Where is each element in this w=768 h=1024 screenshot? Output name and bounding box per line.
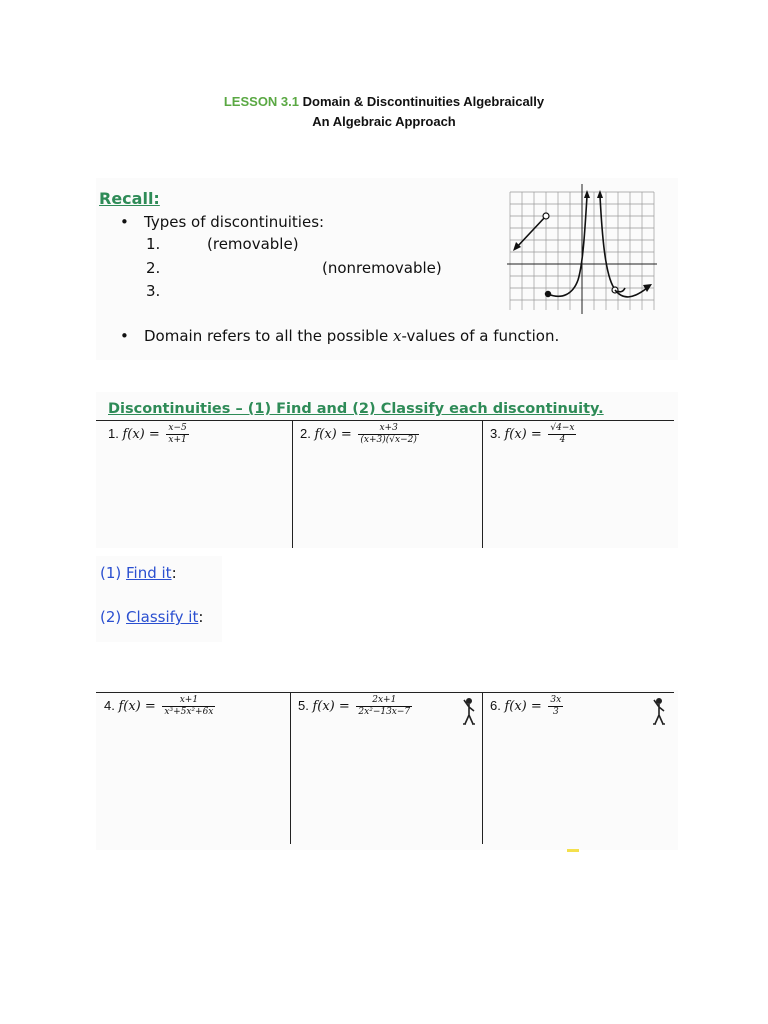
recall-item-2-text: (nonremovable): [322, 259, 442, 277]
lesson-title: [0, 94, 768, 109]
classify-it-link[interactable]: Classify it: [126, 608, 199, 626]
find-it-link[interactable]: Find it: [126, 564, 172, 582]
lesson-subtitle: An Algebraic Approach: [312, 114, 456, 129]
problem-2: 2. f(x) = $\frac{x+3}{(x+3)(√x-2)}$: [300, 423, 417, 445]
stick-figure-icon: [651, 696, 667, 728]
table2-divider-2: [482, 692, 483, 844]
problem-3-fraction: $\frac{√4-x}{4}$: [550, 423, 575, 445]
recall-bullet-domain: • Domain refers to all the possible x-values of a function.: [120, 327, 560, 345]
problem-3: 3. f(x) = $\frac{√4-x}{4}$: [490, 423, 575, 445]
highlight-mark: [567, 849, 579, 852]
problem-5: 5. f(x) = $\frac{2x+1}{\text{2x²−13x−7}}$: [298, 695, 411, 717]
recall-bullet-text: Types of discontinuities:: [144, 213, 325, 231]
problem-1: 1. f(x) = $\frac{x-5}{x+1}$: [108, 423, 187, 445]
problem-4-fraction: $\frac{x+1}{\text{x³+5x²+6x}}$: [164, 695, 214, 717]
table-divider-1: [292, 420, 293, 548]
discontinuities-title: Discontinuities – (1) Find and (2) Classify each discontinuity.: [108, 401, 604, 417]
problem-6: 6. f(x) = $\frac{3x}{3}$: [490, 695, 562, 717]
problem-5-fraction: $\frac{2x+1}{\text{2x²−13x−7}}$: [358, 695, 411, 717]
table2-top-rule: [96, 692, 674, 693]
discontinuity-graph: [507, 184, 657, 314]
table-top-rule: [96, 420, 674, 421]
classify-it-step: (2) Classify it:: [100, 608, 204, 626]
table-divider-2: [482, 420, 483, 548]
recall-item-2-num: 2.: [146, 259, 161, 277]
recall-item-1-text: (removable): [207, 235, 299, 253]
table2-divider-1: [290, 692, 291, 844]
find-it-step: (1) Find it:: [100, 564, 177, 582]
lesson-title-text: Domain & Discontinuities Algebraically: [302, 94, 545, 109]
recall-item-1-num: 1.: [146, 235, 161, 253]
problem-1-fraction: $\frac{x-5}{x+1}$: [168, 423, 187, 445]
problem-4: 4. f(x) = $\frac{x+1}{\text{x³+5x²+6x}}$: [104, 695, 214, 717]
problem-6-fraction: $\frac{3x}{3}$: [550, 695, 562, 717]
problem-2-fraction: $\frac{x+3}{(x+3)(√x-2)}$: [360, 423, 417, 445]
lesson-tag: LESSON 3.1: [223, 94, 299, 109]
stick-figure-icon: [461, 696, 477, 728]
recall-item-3-num: 3.: [146, 282, 161, 300]
recall-title: Recall:: [99, 189, 160, 208]
recall-bullet-types: • Types of discontinuities:: [120, 213, 325, 231]
